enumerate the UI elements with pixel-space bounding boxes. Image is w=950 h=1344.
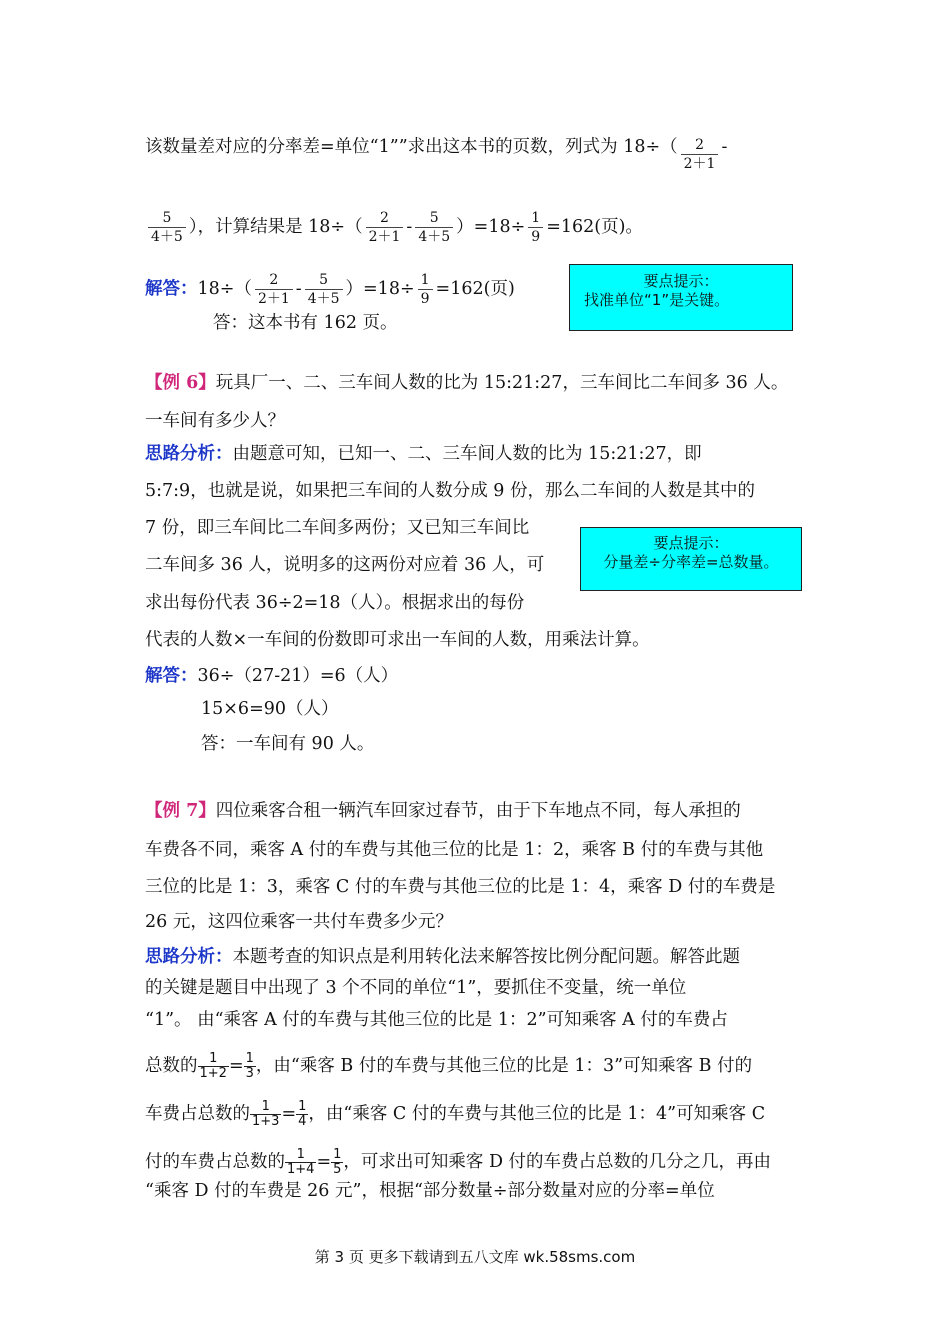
fraction: $\frac{1}{5}$: [333, 1147, 342, 1177]
tip-box: [569, 264, 793, 331]
text-line: 该数量差对应的分率差=单位“1””求出这本书的页数，列式为 18÷（ $\frac{2}{2+1}$ -: [145, 137, 728, 172]
answer-line: 15×6=90（人）: [201, 699, 339, 719]
tip-body: 找准单位“1”是关键。: [584, 291, 730, 309]
fraction: $\frac{1}{1+4}$: [287, 1147, 315, 1177]
answer-line: 解答：18÷（ $\frac{2}{2+1}$ - $\frac{5}{4+5}$ ）=18÷ $\frac{1}{9}$ =162(页): [145, 272, 515, 307]
analysis-line: 付的车费占总数的 $\frac{1}{1+4}$ = $\frac{1}{5}$ ，可求出可知乘客 D 付的车费占总数的几分之几，再由: [145, 1147, 772, 1177]
page-footer: 第 3 页 更多下载请到五八文库 wk.58sms.com: [314, 1248, 636, 1266]
answer-label: 解答：: [145, 279, 198, 299]
fraction: $\frac{2}{2+1}$: [255, 272, 293, 307]
fraction: $\frac{2}{2+1}$: [681, 137, 719, 172]
tip-body: 分量差÷分率差=总数量。: [603, 553, 779, 571]
example-tag: 【例 6】: [145, 373, 216, 393]
answer-text: 答：这本书有 162 页。: [213, 313, 398, 333]
analysis-label: 思路分析：: [145, 947, 233, 967]
fraction: $\frac{5}{4+5}$: [415, 210, 453, 245]
fraction: $\frac{5}{4+5}$: [148, 210, 186, 245]
analysis-line: 车费占总数的 $\frac{1}{1+3}$ = $\frac{1}{4}$ ，由“乘客 C 付的车费与其他三位的比是 1：4”可知乘客 C: [145, 1099, 766, 1129]
question-line: 一车间有多少人？: [145, 411, 285, 431]
analysis-line: 总数的 $\frac{1}{1+2}$ = $\frac{1}{3}$ ，由“乘客 B 付的车费与其他三位的比是 1：3”可知乘客 B 付的: [145, 1051, 753, 1081]
fraction: $\frac{1}{4}$: [298, 1099, 307, 1129]
fraction: $\frac{1}{3}$: [245, 1051, 254, 1081]
tip-box: [580, 527, 802, 591]
answer-text: 答：一车间有 90 人。: [201, 734, 375, 754]
analysis-line: 的关键是题目中出现了 3 个不同的单位“1”，要抓住不变量，统一单位: [145, 978, 687, 998]
fraction: $\frac{1}{9}$: [418, 272, 433, 307]
fraction: $\frac{5}{4+5}$: [305, 272, 343, 307]
tip-title: 要点提示：: [653, 534, 729, 552]
analysis-line: 求出每份代表 36÷2=18（人）。根据求出的每份: [145, 593, 525, 613]
analysis-line: “乘客 D 付的车费是 26 元”，根据“部分数量÷部分数量对应的分率=单位: [145, 1181, 715, 1201]
fraction: $\frac{2}{2+1}$: [366, 210, 404, 245]
question-line: 26 元，这四位乘客一共付车费多少元？: [145, 912, 453, 932]
question-line: 车费各不同，乘客 A 付的车费与其他三位的比是 1：2，乘客 B 付的车费与其他: [145, 840, 764, 860]
analysis-line: 思路分析：本题考查的知识点是利用转化法来解答按比例分配问题。解答此题: [145, 947, 740, 967]
answer-line: 解答：36÷（27-21）=6（人）: [145, 666, 399, 686]
analysis-line: 7 份，即三车间比二车间多两份；又已知三车间比: [145, 518, 530, 538]
analysis-line: 代表的人数×一车间的份数即可求出一车间的人数，用乘法计算。: [145, 630, 650, 650]
analysis-line: 二车间多 36 人，说明多的这两份对应着 36 人，可: [145, 555, 545, 575]
tip-title: 要点提示：: [643, 272, 719, 290]
analysis-line: 思路分析：由题意可知，已知一、二、三车间人数的比为 15:21:27，即: [145, 444, 702, 464]
example-tag: 【例 7】: [145, 801, 216, 821]
fraction: $\frac{1}{9}$: [528, 210, 543, 245]
question-line: 【例 6】玩具厂一、二、三车间人数的比为 15:21:27，三车间比二车间多 36 人。: [145, 373, 789, 393]
question-line: 三位的比是 1：3，乘客 C 付的车费与其他三位的比是 1：4，乘客 D 付的车费是: [145, 877, 776, 897]
analysis-line: “1”。 由“乘客 A 付的车费与其他三位的比是 1：2”可知乘客 A 付的车费占: [145, 1010, 728, 1030]
fraction: $\frac{1}{1+3}$: [252, 1099, 280, 1129]
answer-label: 解答：: [145, 666, 198, 686]
fraction: $\frac{1}{1+2}$: [199, 1051, 227, 1081]
analysis-label: 思路分析：: [145, 444, 233, 464]
text-line: $\frac{5}{4+5}$ ），计算结果是 18÷（ $\frac{2}{2+1}$ - $\frac{5}{4+5}$ ）=18÷ $\frac{1}{9}$ =162(页)。: [145, 210, 643, 245]
analysis-line: 5:7:9，也就是说，如果把三车间的人数分成 9 份，那么二车间的人数是其中的: [145, 481, 755, 501]
question-line: 【例 7】四位乘客合租一辆汽车回家过春节，由于下车地点不同，每人承担的: [145, 801, 741, 821]
